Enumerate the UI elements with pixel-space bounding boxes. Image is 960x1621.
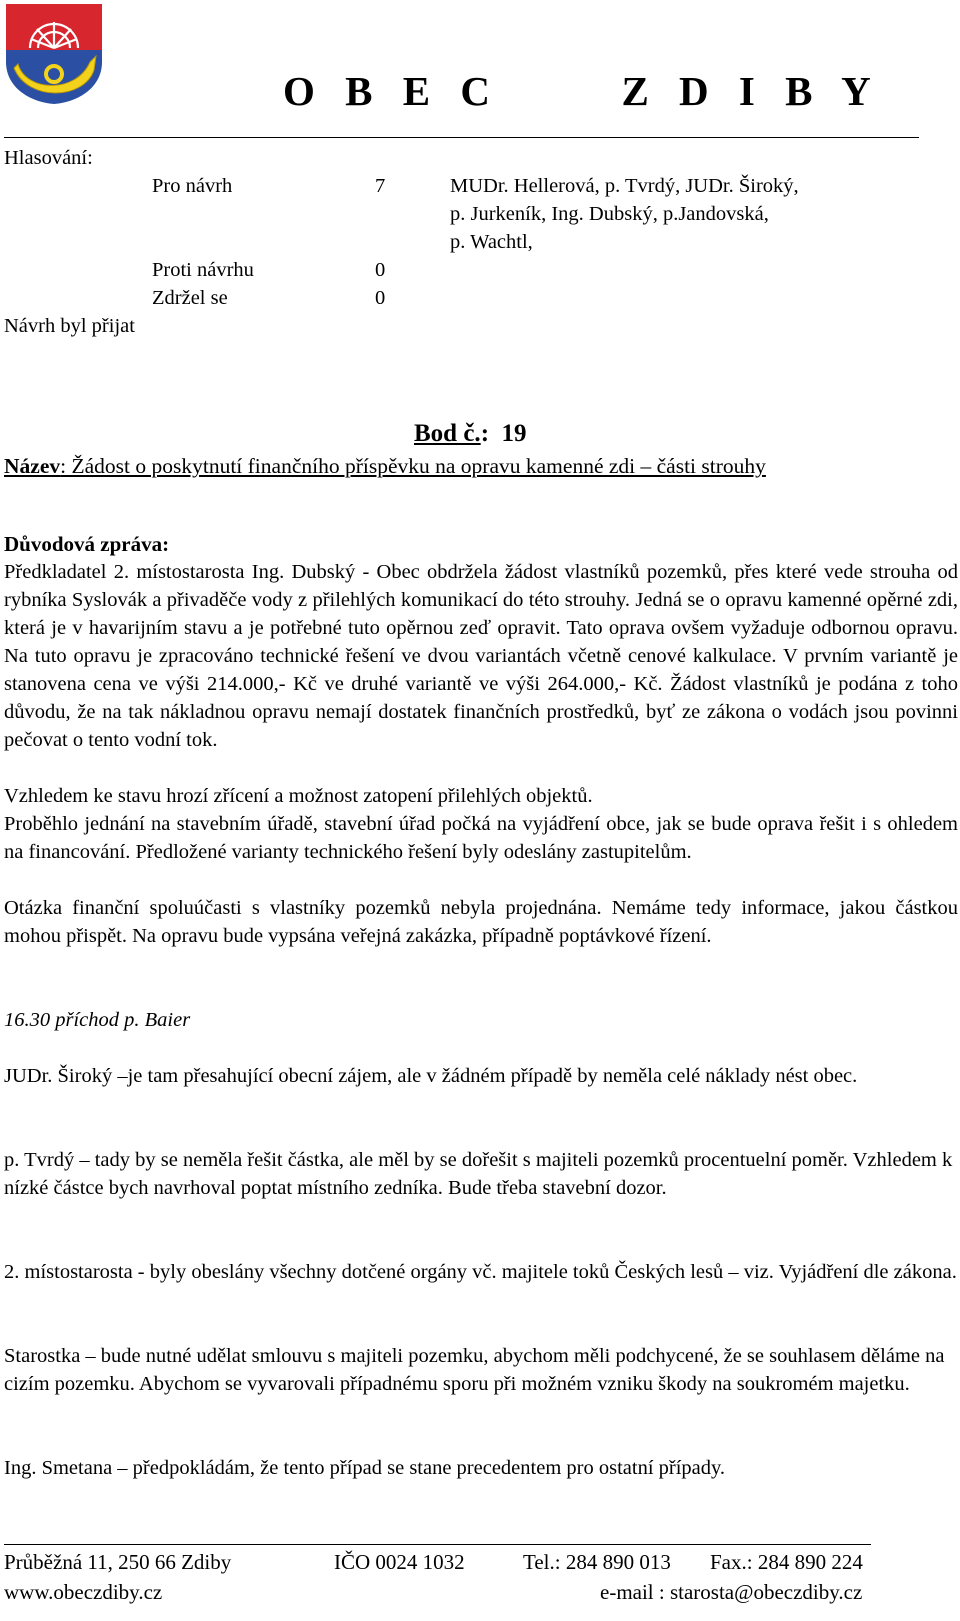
reason-heading: Důvodová zpráva: (4, 532, 170, 556)
bod-label: Bod č. (414, 420, 481, 447)
paragraph-tvrdy: p. Tvrdý – tady by se neměla řešit částka, ale měl by se dořešit s majiteli pozemků procentuelní poměr. Vzhledem k nízké částce bych navrhoval poptat místního zedníka. Bude třeba stavební dozor. (4, 1149, 953, 1199)
footer-email-link[interactable]: e-mail : starosta@obeczdiby.cz (600, 1580, 863, 1604)
vote-result: Návrh byl přijat (4, 315, 135, 337)
vote-against-count: 0 (375, 259, 386, 281)
footer-rule (4, 1544, 871, 1545)
paragraph-risk: Vzhledem ke stavu hrozí zřícení a možnost zatopení přilehlých objektů. (4, 785, 593, 807)
paragraph-vice-mayor: 2. místostarosta - byly obeslány všechny dotčené orgány vč. majitele toků Českých lesů – viz. Vyjádření dle zákona. (4, 1261, 957, 1283)
paragraph-arrival-note: 16.30 příchod p. Baier (4, 1009, 191, 1031)
nazev-label: Název (4, 454, 61, 478)
bod-number: 19 (501, 420, 527, 447)
voting-label: Hlasování: (4, 147, 93, 169)
footer-tel: Tel.: 284 890 013 (523, 1550, 671, 1574)
paragraph-mayor: Starostka – bude nutné udělat smlouvu s majiteli pozemku, abychom měli podchycené, že se souhlasem děláme na cizím pozemku. Abychom se vyvarovali případnému sporu při možném vzniku škody na soukromém majetku. (4, 1345, 945, 1395)
vote-abstain-label: Zdržel se (152, 287, 228, 309)
footer-ico: IČO 0024 1032 (334, 1550, 465, 1574)
vote-against-label: Proti návrhu (152, 259, 254, 281)
item-title (4, 452, 766, 480)
footer-fax: Fax.: 284 890 224 (710, 1550, 863, 1574)
header-rule (4, 137, 919, 138)
bod-separator: : (480, 420, 502, 447)
vote-for-count: 7 (375, 175, 386, 197)
footer-website-link[interactable]: www.obeczdiby.cz (4, 1580, 163, 1604)
vote-abstain-count: 0 (375, 287, 386, 309)
vote-for-label: Pro návrh (152, 175, 233, 197)
paragraph-building-office: Proběhlo jednání na stavebním úřadě, stavební úřad počká na vyjádření obce, jak se bude oprava řešit i s ohledem na financování. Předložené varianty technického řešení byly odeslány zastupitelům. (4, 813, 958, 863)
paragraph-smetana: Ing. Smetana – předpokládám, že tento případ se stane precedentem pro ostatní případy. (4, 1457, 726, 1479)
vote-for-names-1: MUDr. Hellerová, p. Tvrdý, JUDr. Široký, (450, 175, 799, 197)
vote-for-names-3: p. Wachtl, (450, 231, 533, 253)
paragraph-siroky: JUDr. Široký –je tam přesahující obecní zájem, ale v žádném případě by neměla celé náklady nést obec. (4, 1065, 858, 1087)
coat-of-arms-logo (4, 2, 104, 105)
vote-for-names-2: p. Jurkeník, Ing. Dubský, p.Jandovská, (450, 203, 769, 225)
paragraph-cofinancing: Otázka finanční spoluúčasti s vlastníky pozemků nebyla projednána. Nemáme tedy informace, jakou částkou mohou přispět. Na opravu bude vypsána veřejná zakázka, případně poptávkové řízení. (4, 897, 958, 947)
footer-address: Průběžná 11, 250 66 Zdiby (4, 1550, 232, 1574)
nazev-text: : Žádost o poskytnutí finančního příspěvku na opravu kamenné zdi – části strouhy (60, 454, 766, 478)
paragraph-report: Předkladatel 2. místostarosta Ing. Dubský - Obec obdržela žádost vlastníků pozemků, přes které vede strouha od rybníka Syslovák a přivaděče vody z přilehlých komunikací do této strouhy. Jedná se o opravu kamenné opěrné zdi, která je v havarijním stavu a je potřebné tuto opěrnou zeď opravit. Tato oprava ovšem vyžaduje odbornou opravu. Na tuto opravu je zpracováno technické řešení ve dvou variantách včetně cenové kalkulace. V prvním variantě je stanovena cena ve výši 214.000,- Kč ve druhé variantě ve výši 264.000,- Kč. Žádost vlastníků je podána z toho důvodu, že na tak nákladnou opravu nemají dostatek finančních prostředků, byť ze zákona o vodách jsou povinni pečovat o tento vodní tok. (4, 561, 958, 751)
item-number-heading (414, 418, 527, 450)
document-title: O B E C Z D I B Y (283, 68, 881, 114)
